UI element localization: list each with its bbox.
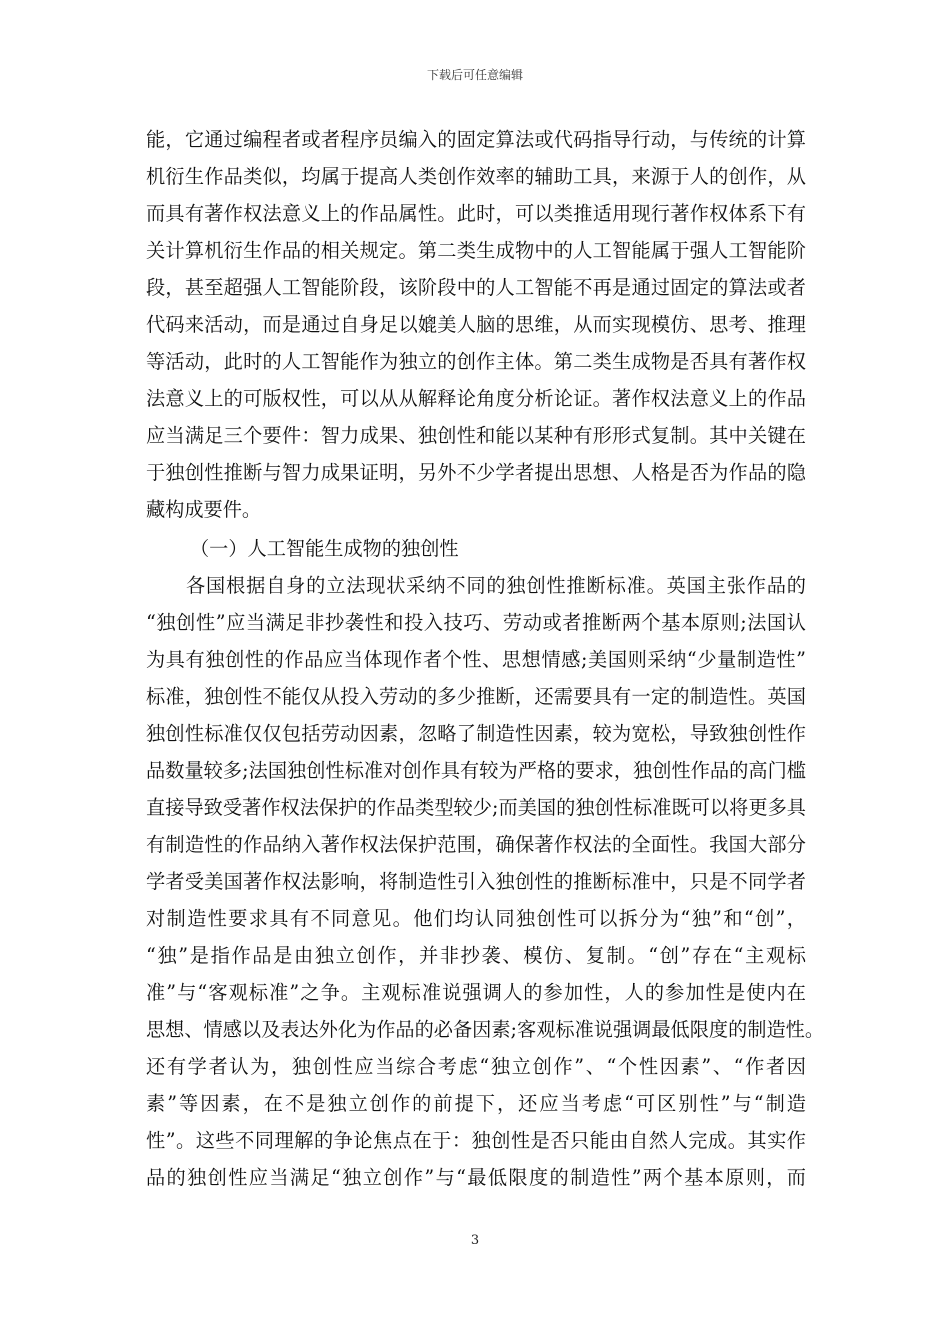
body-line: 于独创性推断与智力成果证明，另外不少学者提出思想、人格是否为作品的隐 bbox=[146, 461, 806, 484]
body-line: 等活动，此时的人工智能作为独立的创作主体。第二类生成物是否具有著作权 bbox=[146, 350, 806, 373]
body-line: 还有学者认为，独创性应当综合考虑“独立创作”、“个性因素”、“作者因 bbox=[146, 1055, 806, 1078]
body-line: 品的独创性应当满足“独立创作”与“最低限度的制造性”两个基本原则，而 bbox=[146, 1166, 806, 1189]
body-line: 直接导致受著作权法保护的作品类型较少;而美国的独创性标准既可以将更多具 bbox=[146, 796, 806, 819]
body-line: 而具有著作权法意义上的作品属性。此时，可以类推适用现行著作权体系下有 bbox=[146, 202, 806, 225]
body-line: 藏构成要件。 bbox=[146, 498, 262, 521]
body-line: “独”是指作品是由独立创作，并非抄袭、模仿、复制。“创”存在“主观标 bbox=[146, 944, 806, 967]
body-line: 代码来活动，而是通过自身足以媲美人脑的思维，从而实现模仿、思考、推理 bbox=[146, 313, 806, 336]
body-line: 为具有独创性的作品应当体现作者个性、思想情感;美国则采纳“少量制造性” bbox=[146, 648, 806, 671]
body-line: 品数量较多;法国独创性标准对创作具有较为严格的要求，独创性作品的高门槛 bbox=[146, 759, 806, 782]
body-line: 对制造性要求具有不同意见。他们均认同独创性可以拆分为“独”和“创”， bbox=[146, 907, 806, 930]
body-line: 能，它通过编程者或者程序员编入的固定算法或代码指导行动，与传统的计算 bbox=[146, 128, 806, 151]
body-line: 性”。这些不同理解的争论焦点在于：独创性是否只能由自然人完成。其实作 bbox=[146, 1129, 806, 1152]
body-line: 有制造性的作品纳入著作权法保护范围，确保著作权法的全面性。我国大部分 bbox=[146, 833, 806, 856]
body-line: 标准，独创性不能仅从投入劳动的多少推断，还需要具有一定的制造性。英国 bbox=[146, 685, 806, 708]
body-line: 段，甚至超强人工智能阶段，该阶段中的人工智能不再是通过固定的算法或者 bbox=[146, 276, 806, 299]
body-line: 应当满足三个要件：智力成果、独创性和能以某种有形形式复制。其中关键在 bbox=[146, 424, 806, 447]
page-number: 3 bbox=[470, 1233, 480, 1248]
body-line: “独创性”应当满足非抄袭性和投入技巧、劳动或者推断两个基本原则;法国认 bbox=[146, 611, 806, 634]
body-line: 学者受美国著作权法影响，将制造性引入独创性的推断标准中，只是不同学者 bbox=[146, 870, 806, 893]
body-line: 思想、情感以及表达外化为作品的必备因素;客观标准说强调最低限度的制造性。 bbox=[146, 1018, 825, 1041]
page-header: 下载后可任意编辑 bbox=[426, 68, 523, 82]
body-line: 关计算机衍生作品的相关规定。第二类生成物中的人工智能属于强人工智能阶 bbox=[146, 239, 806, 262]
body-line: 素”等因素，在不是独立创作的前提下，还应当考虑“可区别性”与“制造 bbox=[146, 1092, 806, 1115]
body-line: 法意义上的可版权性，可以从从解释论角度分析论证。著作权法意义上的作品 bbox=[146, 387, 806, 410]
body-line: 独创性标准仅仅包括劳动因素，忽略了制造性因素，较为宽松，导致独创性作 bbox=[146, 722, 806, 745]
body-line: 准”与“客观标准”之争。主观标准说强调人的参加性，人的参加性是使内在 bbox=[146, 981, 806, 1004]
body-line: 各国根据自身的立法现状采纳不同的独创性推断标准。英国主张作品的 bbox=[186, 574, 806, 597]
section-heading: （一）人工智能生成物的独创性 bbox=[190, 537, 459, 560]
body-line: 机衍生作品类似，均属于提高人类创作效率的辅助工具，来源于人的创作，从 bbox=[146, 165, 806, 188]
